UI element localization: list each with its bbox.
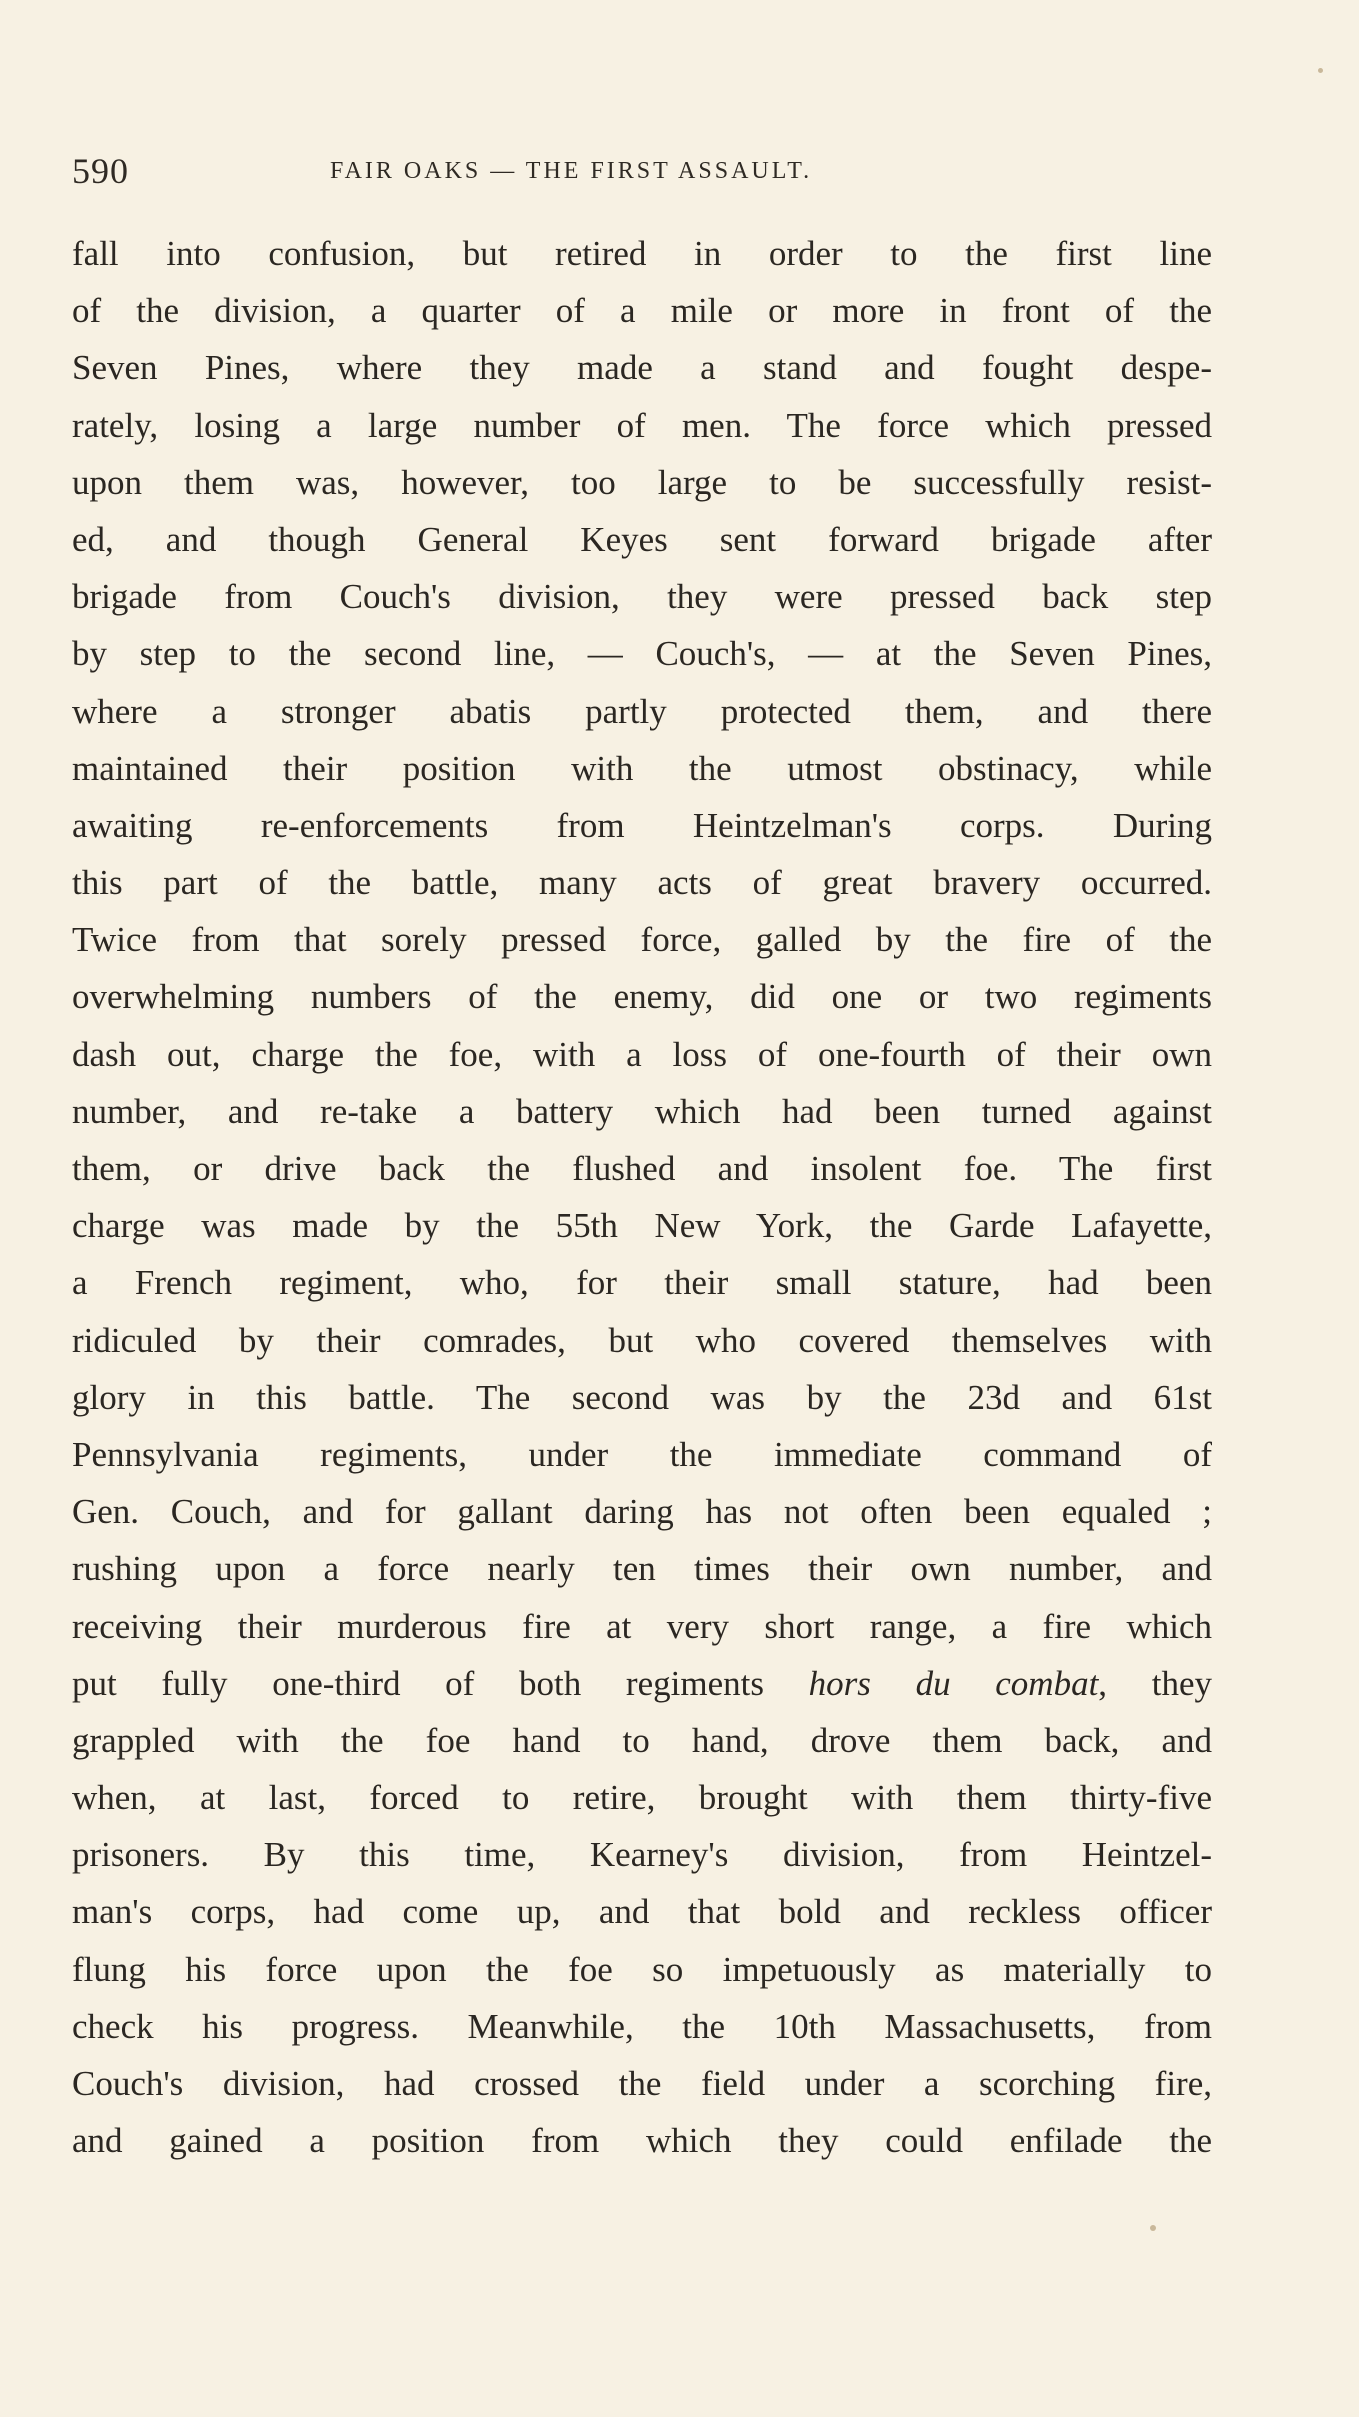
text-line: Gen. Couch, and for gallant daring has not often been equaled ; bbox=[72, 1492, 1212, 1532]
text-line: dash out, charge the foe, with a loss of one-fourth of their own bbox=[72, 1034, 1212, 1074]
text-line: ridiculed by their comrades, but who covered themselves with bbox=[72, 1320, 1212, 1360]
text-line: overwhelming numbers of the enemy, did one or two regiments bbox=[72, 977, 1212, 1017]
text-line: upon them was, however, too large to be successfully resist- bbox=[72, 462, 1212, 502]
text-line: brigade from Couch's division, they were pressed back step bbox=[72, 577, 1212, 617]
text-line: when, at last, forced to retire, brought with them thirty-five bbox=[72, 1778, 1212, 1818]
page-header bbox=[72, 150, 1212, 200]
text-line: number, and re-take a battery which had been turned against bbox=[72, 1091, 1212, 1131]
text-line: check his progress. Meanwhile, the 10th Massachusetts, from bbox=[72, 2006, 1212, 2046]
page-number: 590 bbox=[72, 151, 129, 191]
text-line: a French regiment, who, for their small stature, had been bbox=[72, 1263, 1212, 1303]
text-fragment: put fully one-third of both regiments bbox=[72, 1663, 809, 1703]
paper-speck bbox=[1150, 2225, 1156, 2231]
text-line: rushing upon a force nearly ten times their own number, and bbox=[72, 1549, 1212, 1589]
text-line: by step to the second line, — Couch's, — at the Seven Pines, bbox=[72, 634, 1212, 674]
text-line: of the division, a quarter of a mile or more in front of the bbox=[72, 291, 1212, 331]
text-line: and gained a position from which they could enfilade the bbox=[72, 2121, 1212, 2161]
text-line: charge was made by the 55th New York, the Garde Lafayette, bbox=[72, 1206, 1212, 1246]
text-line: grappled with the foe hand to hand, drove them back, and bbox=[72, 1720, 1212, 1760]
italic-phrase: hors du combat bbox=[808, 1663, 1099, 1703]
text-line: fall into confusion, but retired in order to the first line bbox=[72, 234, 1212, 273]
text-line: awaiting re-enforcements from Heintzelman's corps. During bbox=[72, 805, 1212, 845]
text-line: flung his force upon the foe so impetuously as materially to bbox=[72, 1949, 1212, 1989]
text-line: man's corps, had come up, and that bold and reckless officer bbox=[72, 1892, 1212, 1932]
text-line: them, or drive back the flushed and insolent foe. The first bbox=[72, 1149, 1212, 1188]
paper-speck bbox=[1318, 68, 1323, 73]
text-line: receiving their murderous fire at very short range, a fire which bbox=[72, 1606, 1212, 1646]
text-line: rately, losing a large number of men. The force which pressed bbox=[72, 405, 1212, 445]
text-line: prisoners. By this time, Kearney's division, from Heintzel- bbox=[72, 1835, 1212, 1875]
text-line-with-italic bbox=[72, 1655, 1212, 1712]
text-line: this part of the battle, many acts of great bravery occurred. bbox=[72, 863, 1212, 903]
text-line: where a stronger abatis partly protected them, and there bbox=[72, 691, 1212, 731]
text-line: Seven Pines, where they made a stand and fought despe- bbox=[72, 348, 1212, 388]
text-line: glory in this battle. The second was by the 23d and 61st bbox=[72, 1377, 1212, 1417]
body-text bbox=[72, 225, 1212, 2169]
text-fragment: , they bbox=[1098, 1663, 1212, 1703]
text-line: Pennsylvania regiments, under the immediate command of bbox=[72, 1434, 1212, 1474]
running-head: FAIR OAKS — THE FIRST ASSAULT. bbox=[330, 158, 813, 184]
text-line: Twice from that sorely pressed force, galled by the fire of the bbox=[72, 920, 1212, 960]
text-line: ed, and though General Keyes sent forward brigade after bbox=[72, 519, 1212, 559]
text-line: maintained their position with the utmost obstinacy, while bbox=[72, 748, 1212, 788]
text-line: Couch's division, had crossed the field under a scorching fire, bbox=[72, 2064, 1212, 2103]
